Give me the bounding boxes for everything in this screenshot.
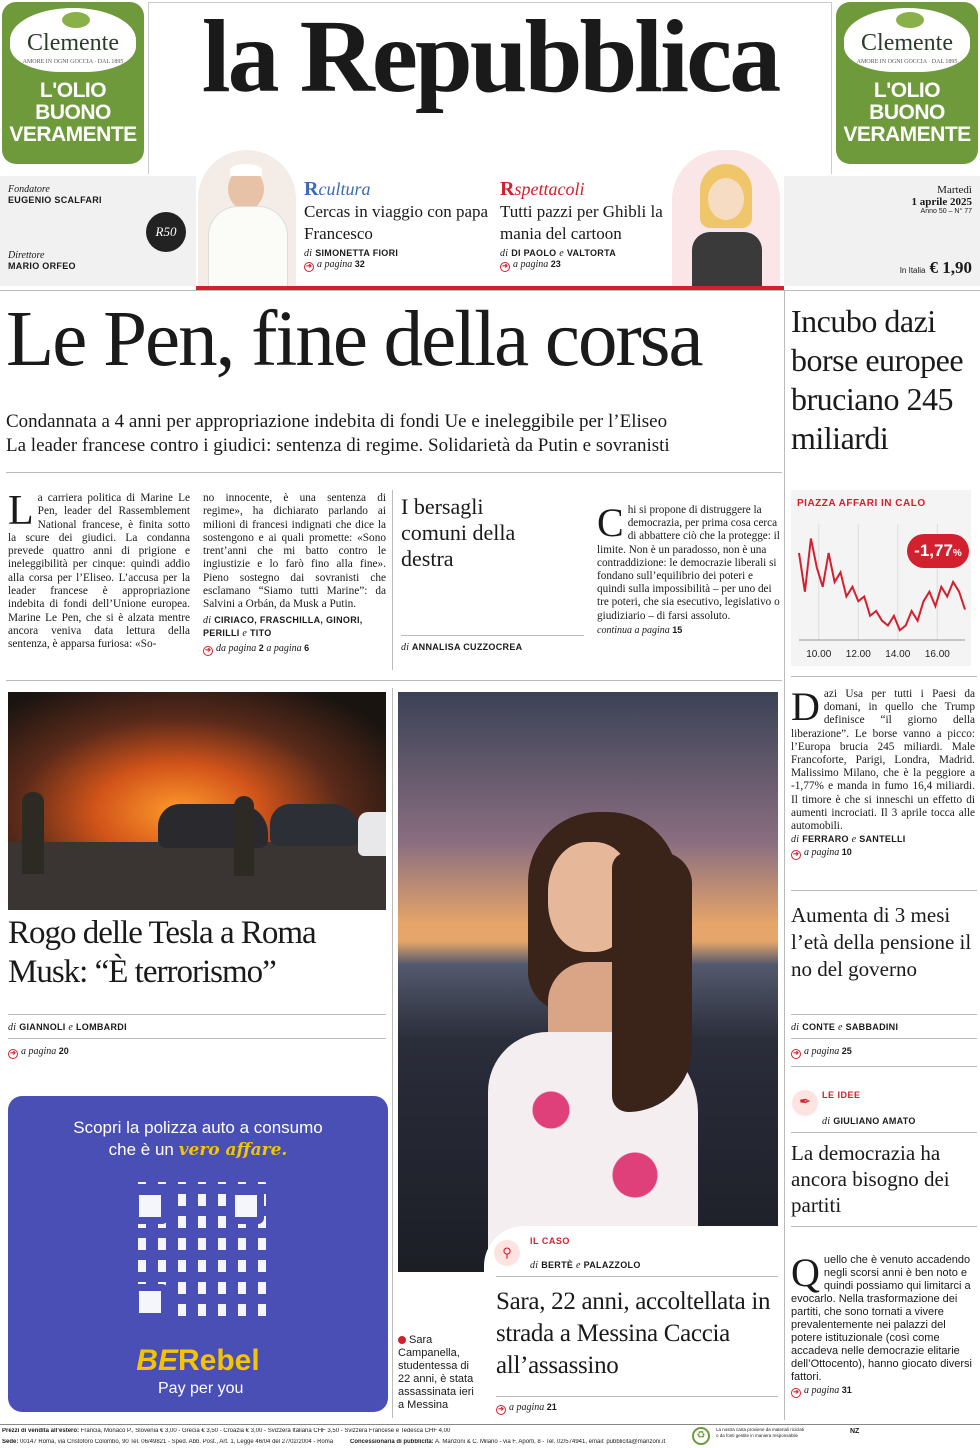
- teaser-byline: di SIMONETTA FIORI: [304, 248, 399, 259]
- footer-paper-note: La nostra carta proviene da materiali riciclati o da fonti gestite in maniera responsabile: [716, 1427, 805, 1438]
- founder-name: EUGENIO SCALFARI: [8, 195, 102, 205]
- tesla-page-ref[interactable]: ➔ a pagina 20: [8, 1046, 69, 1059]
- caso-icon: ⚲: [494, 1240, 520, 1266]
- teaser-headline-cercas[interactable]: Cercas in viaggio con papa Francesco: [304, 202, 489, 243]
- founder-label: Fondatore: [8, 184, 50, 195]
- dazi-byline: di FERRARO e SANTELLI: [791, 834, 906, 846]
- chart-x-tick-label: 16.00: [924, 649, 950, 660]
- teaser-byline: di DI PAOLO e VALTORTA: [500, 248, 617, 259]
- chart-change-badge: -1,77%: [907, 534, 969, 568]
- lead-subheadline-1: Condannata a 4 anni per appropriazione indebita di fondi Ue e ineleggibile per l’Eliseo: [6, 411, 668, 432]
- caso-page-ref[interactable]: ➔ a pagina 21: [496, 1402, 557, 1415]
- arrow-icon: ➔: [8, 1049, 18, 1059]
- recycle-icon: ♻: [692, 1427, 710, 1445]
- idee-byline: di GIULIANO AMATO: [822, 1116, 916, 1127]
- rebel-logo: BERebel: [136, 1344, 260, 1377]
- qr-code[interactable]: [126, 1182, 270, 1326]
- tesla-fire-photo[interactable]: [8, 692, 386, 910]
- r50-badge: R50: [146, 212, 186, 252]
- arrow-icon: ➔: [500, 262, 510, 272]
- teaser-page-ref[interactable]: ➔ a pagina 32: [304, 259, 490, 272]
- teaser-headline-ghibli[interactable]: Tutti pazzi per Ghibli la mania del cartoon: [500, 202, 663, 243]
- arrow-icon: ➔: [203, 646, 213, 656]
- arrow-icon: ➔: [791, 850, 801, 860]
- dazi-text: Dazi Usa per tutti i Paesi da domani, in quello che Trump definisce “il giorno della liberazione”. Le borse vanno a picco: l’Europa brucia 245 miliardi. Male Francoforte, Parigi, Londra, Madrid. Malissimo Milano, che è la peggiore a -1,77% e manda in fumo 16,4 miliardi. Il timore è che si inneschi un effetto di aumenti incrociati. Il 3 aprile tocca alle automobili. di FERRARO e SANTELLI ➔ a pagina 10: [791, 684, 975, 859]
- chart-title: PIAZZA AFFARI IN CALO: [797, 498, 926, 509]
- lead-headline[interactable]: Le Pen, fine della corsa: [6, 296, 702, 383]
- price: € 1,90: [929, 258, 972, 277]
- rebel-tagline: Pay per you: [158, 1380, 244, 1397]
- lead-column-2: no innocente, è una sentenza di regime», ha dichiarato parlando ai milioni di francesi indignati che dice la sostengono e ai quali promette: «Sono trent’anni che mi batto contro le ingiustizie e lo farò fino alla fine». Pieno sostegno dai sovranisti che esclamano “Siamo tutti Marine”: da Salvini a Orbán, da Musk a Putin. di CIRIACO, FRASCHILLA, GINORI, PERILLI e TITO ➔ da pagina 2 a pagina 6: [203, 492, 386, 655]
- teaser-section-cultura[interactable]: Rcultura: [304, 178, 371, 200]
- sara-photo[interactable]: [398, 692, 778, 1272]
- caso-caption: Sara Campanella, studentessa di 22 anni, è stata assassinata ieri a Messina: [398, 1334, 474, 1411]
- ad-clemente-right[interactable]: [836, 2, 978, 164]
- caso-headline[interactable]: Sara, 22 anni, accoltellata in strada a Messina Caccia all’assassino: [496, 1288, 771, 1379]
- idee-text: Quello che è venuto accadendo negli scorsi anni è ben noto e quindi possiamo qui limitarci a evocarlo. Nella trasformazione dei partiti, che sono tornati a vivere prevalentemente nei palazzi del potere istituzionale (così come accadeva nelle democrazie elitarie dell’Ottocento), hanno giocato diversi fattori. ➔ a pagina 31: [791, 1254, 977, 1398]
- pensione-byline: di CONTE e SABBADINI: [791, 1022, 899, 1033]
- footer-seat: Sede: 00147 Roma, via Cristoforo Colombo, 90 Tel. 06/49821 - Sped. Abb. Post., Art. 1, Legge 46/04 del 27/02/2004 - Roma: [2, 1439, 334, 1445]
- teaser-section-spettacoli[interactable]: Rspettacoli: [500, 178, 585, 200]
- ad-clemente-left[interactable]: [2, 2, 144, 164]
- ad-slogan: L'OLIO BUONO VERAMENTE: [843, 79, 971, 146]
- director-label: Direttore: [8, 250, 45, 261]
- dot-icon: [398, 1336, 406, 1344]
- idee-icon: ✒: [792, 1090, 818, 1116]
- footer-foreign-prices: Prezzi di vendita all’estero: Francia, Monaco P., Slovenia € 3,00 - Grecia € 3,50 - Croazia € 3,00 - Svizzera Italiana CHF 3,50 - Svizzera Francese e Tedesca CHF 4,00: [2, 1428, 451, 1434]
- caso-byline: di BERTÈ e PALAZZOLO: [530, 1260, 641, 1271]
- masthead-title[interactable]: la Repubblica: [201, 0, 779, 114]
- editorial-text: Chi si propone di distruggere la democrazia, per prima cosa cerca di abbattere ciò che la protegge: il limite. Non è un paradosso, non è una contraddizione: le democrazie liberali si fondano sull’equilibrio dei poteri e quindi sulla impossibilità – per uno dei tre poteri, che sia esecutivo, legislativo o giudiziario – di farsi assoluto. continua a pagina 15: [597, 500, 780, 636]
- idee-headline[interactable]: La democrazia ha ancora bisogno dei partiti: [791, 1141, 950, 1217]
- arrow-icon: ➔: [791, 1388, 801, 1398]
- editorial-headline[interactable]: I bersagli comuni della destra: [401, 494, 516, 571]
- lead-subheadline-2: La leader francese contro i giudici: sentenza di regime. Solidarietà da Putin e sovranisti: [6, 435, 670, 456]
- ad-slogan: L'OLIO BUONO VERAMENTE: [9, 79, 137, 146]
- pensione-headline[interactable]: Aumenta di 3 mesi l’età della pensione il no del governo: [791, 903, 972, 981]
- dazi-headline[interactable]: Incubo dazi borse europee bruciano 245 miliardi: [791, 303, 964, 456]
- clemente-logo: Clemente AMORE IN OGNI GOCCIA · DAL 1895: [10, 8, 136, 72]
- footer-advertising: Concessionaria di pubblicità: A. Manzoni & C. Milano - via F. Aporti, 8 - Tel. 02/574941, email: pubblicita@manzoni.it: [350, 1439, 666, 1445]
- idee-tag: LE IDEE: [822, 1090, 861, 1100]
- editorial-continue[interactable]: continua a pagina 15: [597, 624, 683, 636]
- pope-photo[interactable]: [198, 150, 296, 286]
- lead-column-1: La carriera politica di Marine Le Pen, leader del Rassemblement National francese, è finita sotto la scure dei giudici. La condanna prevede quattro anni di prigione e ineleggibilità per cinque: quindi addio alla corsa per l’Eliseo. L’accusa per la leader francese è appropriazione indebita di fondi dell’Unione europea. Marine Le Pen, che si è alzata mentre ancora veniva data lettura della sentenza, è apparsa furiosa: «So-: [8, 492, 190, 651]
- teaser-page-ref[interactable]: ➔ a pagina 23: [500, 259, 680, 272]
- chart-svg: [791, 490, 971, 666]
- footer-code: NZ: [850, 1428, 860, 1435]
- dazi-page-ref[interactable]: ➔ a pagina 10: [791, 846, 975, 860]
- ghibli-cartoon-image[interactable]: [672, 150, 780, 286]
- ad-rebel[interactable]: [8, 1096, 388, 1412]
- clemente-logo: Clemente AMORE IN OGNI GOCCIA · DAL 1895: [844, 8, 970, 72]
- arrow-icon: ➔: [304, 262, 314, 272]
- olive-leaf-icon: [896, 12, 924, 28]
- rebel-line1: Scopri la polizza auto a consumo: [73, 1118, 323, 1137]
- director-name: MARIO ORFEO: [8, 261, 76, 271]
- pensione-page-ref[interactable]: ➔ a pagina 25: [791, 1046, 852, 1059]
- chart-x-tick-label: 14.00: [885, 649, 911, 660]
- editorial-byline: di ANNALISA CUZZOCREA: [401, 642, 523, 653]
- rebel-line2: che è un vero affare.: [108, 1140, 288, 1160]
- caso-tag: IL CASO: [530, 1236, 570, 1246]
- olive-leaf-icon: [62, 12, 90, 28]
- dazi-chart[interactable]: [791, 490, 971, 666]
- issue-number: Anno 50 – N° 77: [920, 208, 972, 215]
- price-label: In Italia: [899, 266, 926, 275]
- tesla-byline: di GIANNOLI e LOMBARDI: [8, 1022, 127, 1033]
- chart-x-tick-label: 10.00: [806, 649, 832, 660]
- issue-day: Martedì: [937, 184, 972, 196]
- arrow-icon: ➔: [496, 1405, 506, 1415]
- tesla-headline[interactable]: Rogo delle Tesla a Roma Musk: “È terrorismo”: [8, 915, 316, 990]
- lead-page-ref[interactable]: ➔ da pagina 2 a pagina 6: [203, 642, 386, 656]
- idee-page-ref[interactable]: ➔ a pagina 31: [791, 1384, 977, 1398]
- issue-date: 1 aprile 2025: [911, 196, 972, 208]
- chart-x-tick-label: 12.00: [845, 649, 871, 660]
- arrow-icon: ➔: [791, 1049, 801, 1059]
- lead-byline: di CIRIACO, FRASCHILLA, GINORI, PERILLI e TITO: [203, 614, 363, 639]
